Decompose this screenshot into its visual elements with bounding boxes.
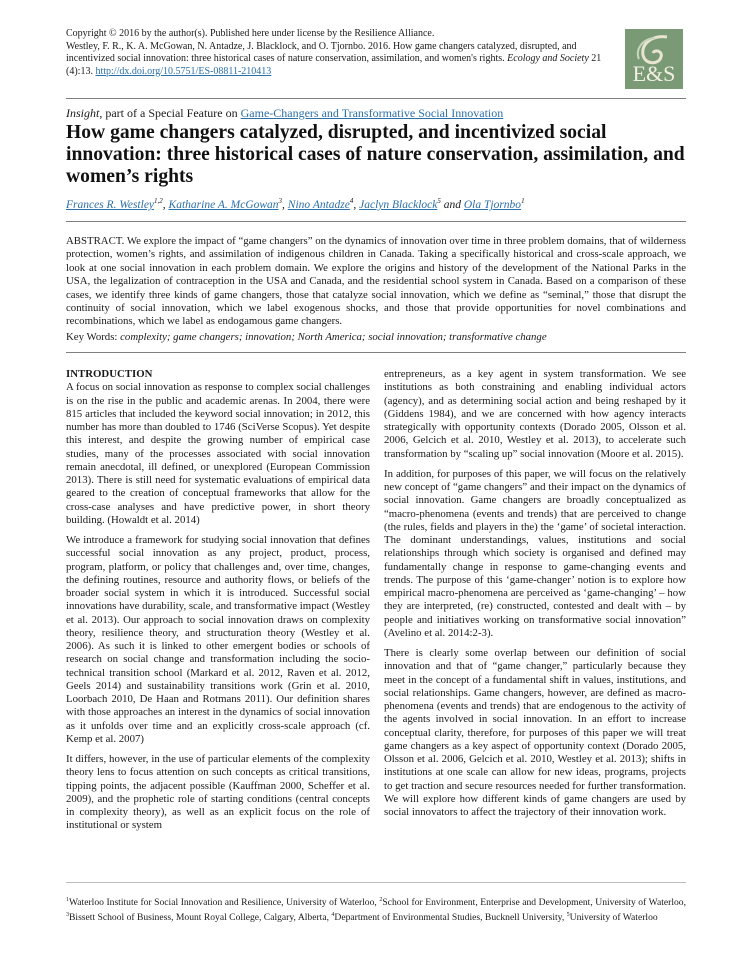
author-link[interactable]: Frances R. Westley bbox=[66, 198, 155, 211]
special-feature-link[interactable]: Game-Changers and Transformative Social Innovation bbox=[240, 106, 504, 120]
footnote-affiliation: Waterloo Institute for Social Innovation and Resilience, University of Waterloo, bbox=[69, 897, 380, 909]
title-divider bbox=[66, 221, 686, 222]
footnote-affiliation: Department of Environmental Studies, Bucknell University, bbox=[334, 912, 567, 924]
author-affiliation: 1 bbox=[521, 197, 525, 205]
author-list bbox=[66, 197, 686, 211]
journal-volume: 21 bbox=[591, 53, 602, 65]
copyright-line: Copyright © 2016 by the author(s). Published here under license by the Resilience Alliance. bbox=[66, 28, 435, 39]
author-separator: and bbox=[440, 198, 464, 211]
footnote-marker: 2 bbox=[379, 897, 383, 903]
keywords bbox=[66, 331, 686, 343]
footnote-affiliation: Bissett School of Business, Mount Royal College, Calgary, Alberta, bbox=[69, 912, 332, 924]
abstract-divider bbox=[66, 352, 686, 353]
keywords-label: Key Words: bbox=[66, 331, 118, 343]
footnote-affiliation: School for Environment, Enterprise and Development, University of Waterloo, bbox=[382, 897, 686, 909]
author-affiliation: 3 bbox=[278, 197, 283, 205]
citation-header bbox=[66, 28, 614, 78]
footnote-marker: 5 bbox=[566, 912, 570, 919]
footnote-divider bbox=[66, 882, 686, 883]
keywords-text: complexity; game changers; innovation; North America; social innovation; transformative change bbox=[120, 331, 547, 343]
author-affiliation: 1,2 bbox=[154, 197, 163, 205]
body-left-column bbox=[66, 368, 370, 840]
journal-logo bbox=[625, 29, 683, 89]
citation-line-3 bbox=[66, 66, 614, 79]
footnote-affiliation: University of Waterloo bbox=[569, 912, 658, 924]
logo-text: E&S bbox=[632, 61, 676, 86]
citation-line-2: incentivized social innovation: three historical cases of nature conservation, assimilation, and women's rights. Ecology and Society 21 bbox=[66, 53, 602, 65]
article-title: How game changers catalyzed, disrupted, and incentivized social innovation: three historical cases of nature conservation, assimilation, and women’s rights bbox=[66, 122, 685, 187]
abstract-label: ABSTRACT. bbox=[66, 235, 125, 247]
author-link[interactable]: Nino Antadze bbox=[287, 198, 350, 211]
journal-issue: (4):13. bbox=[66, 65, 93, 77]
body-paragraph: There is clearly some overlap between our definition of social innovation and that of “game changer,” particularly because they meet in the concept of a fundamental shift in values, institutions, and social relationships. Game changers, however, are defined as macro-phenomena (events and trends) that are endogenous to the activity of the agents involved in social innovation. In an effort to increase conceptual clarity, therefore, for purposes of this paper we will treat game changers as a key aspect of opportunity context (Dorado 2005, Olsson et al. 2006, Gelcich et al. 2010, Westley et al. 2013); shifts in institutions at one scale can allow for new ideas, programs, projects to get traction and secure resources needed for further transformation. We will explore how different kinds of game changers are used by social innovators to affect the trajectory of their innovation work. bbox=[384, 647, 686, 818]
body-paragraph: We introduce a framework for studying social innovation that defines successful social innovation as any project, product, process, program, platform, or policy that challenges and, over time, changes, the defining routines, resource and authority flows, or beliefs of the broader social system in which it is introduced. Successful social innovations have durability, scale, and transformative impact (Westley et al. 2013). Our approach to social innovation draws on complexity theory, resilience theory, and structuration theory (Westley et al. 2006). As such it is linked to other emergent bodies or schools of research on social change and transformation including the socio-technical transition school (Markard et al. 2012, Raven et al. 2012, Geels 2014) and sustainability transitions work (Grin et al. 2010, Loorbach 2010, De Haan and Rotmans 2011). Our definition shares with those approaches an interest in the dynamics of social innovation as it unfolds over time and an explicitly cross-scale approach (cf. Kemp et al. 2007) bbox=[66, 534, 370, 745]
doi-link[interactable]: http://dx.doi.org/10.5751/ES-08811-210413 bbox=[95, 65, 272, 77]
insight-label: Insight bbox=[66, 106, 100, 120]
special-feature-line: Insight, part of a Special Feature on Game-Changers and Transformative Social Innovation bbox=[66, 106, 504, 120]
section-heading: INTRODUCTION bbox=[66, 368, 153, 380]
author-separator: , bbox=[353, 198, 360, 211]
body-paragraph: It differs, however, in the use of particular elements of the complexity theory lens to focus attention on such concepts as critical transitions, tipping points, the adjacent possible (Kauffman 2000, Scheffer et al. 2009), and the prophetic role of starting conditions (central concepts in complexity theory), as well as an explicit focus on the role of institutional or system bbox=[66, 753, 370, 832]
citation-line-1: Westley, F. R., K. A. McGowan, N. Antadze, J. Blacklock, and O. Tjornbo. 2016. How game changers catalyzed, disrupted, and bbox=[66, 40, 577, 52]
author-separator: , bbox=[282, 198, 288, 211]
journal-name: Ecology and Society bbox=[507, 53, 589, 65]
footnote-marker: 1 bbox=[66, 897, 69, 903]
author-link[interactable]: Katharine A. McGowan bbox=[168, 198, 279, 211]
author-link[interactable]: Ola Tjornbo bbox=[463, 198, 522, 211]
body-paragraph: entrepreneurs, as a key agent in system transformation. We see institutions as both constraining and enabling individual actors (agency), and as determining social action and being reshaped by it (Giddens 1984), and we are concerned with how agency interacts strategically with opportunity contexts (Dorado 2005, Olsson et al. 2006, Gelcich et al. 2010, Westley et al. 2013), to accelerate such transformation by “scaling up” social innovation (Moore et al. 2015). bbox=[384, 368, 686, 460]
affiliations-footnote bbox=[66, 894, 686, 925]
body-paragraph: In addition, for purposes of this paper, we will focus on the relatively new concept of “game changers” and their impact on the dynamics of social innovation. Game changers are broadly conceptualized as “macro-phenomena (events and trends) that are perceived to change (the rules, fields and players in the) the ‘game’ of societal interaction. The dominant understandings, values, institutions and social relationships through which society is organised and defined may fundamentally change in response to game-changing events and trends. The purpose of this ‘game-changer’ notion is to explore how empirical macro-phenomena are perceived as ‘game-changing’ – how they are interpreted, (re) constructed, contested and dealt with – by people and initiatives working on transformative social innovation” (Avelino et al. 2014:2-3). bbox=[384, 467, 686, 639]
footnote-marker: 3 bbox=[66, 912, 69, 919]
author-affiliation: 5 bbox=[437, 197, 441, 205]
header-divider bbox=[66, 98, 686, 99]
author-link[interactable]: Jaclyn Blacklock bbox=[359, 198, 438, 211]
author-affiliation: 4 bbox=[349, 197, 354, 205]
body-right-column bbox=[384, 368, 686, 826]
author-separator: , bbox=[162, 198, 169, 211]
abstract-text: We explore the impact of “game changers” on the dynamics of innovation over time in three problem domains, that of wilderness protection, women’s rights, and assimilation of indigenous children in Canada. Taking a specifically historical and cross-scale approach, we look at one social innovation in each problem domain. We explore the origins and history of the development of the National Parks in the USA, the legalization of contraception in the USA and Canada, and the residential school system in Canada. Based on a comparison of these cases, we identify three kinds of game changers, those that catalyze social innovation, which we define as “seminal,” those that disrupt the continuity of social innovation, which we label exogenous shocks, and those that provide opportunities for novel combinations and recombinations, which we label as endogamous game changers. bbox=[66, 235, 686, 328]
footnote-marker: 4 bbox=[331, 912, 335, 919]
body-paragraph: A focus on social innovation as response to complex social challenges is on the rise in the public and academic arenas. In 2004, there were 815 articles that included the keyword social innovation; in 2012, this number has more than doubled to 1746 (SciVerse Scopus). Yet despite this interest, and despite the growing number of empirical case studies, many of the processes associated with social innovation remain anecdotal, ill defined, or unexplored (European Commission 2013). There is still need for systematic evaluations of empirical data geared to the creation of conceptual frameworks that allow for the cross-case analyses and have predictive power, in short theory building. (Howaldt et al. 2014) bbox=[66, 381, 370, 526]
abstract bbox=[66, 235, 686, 329]
